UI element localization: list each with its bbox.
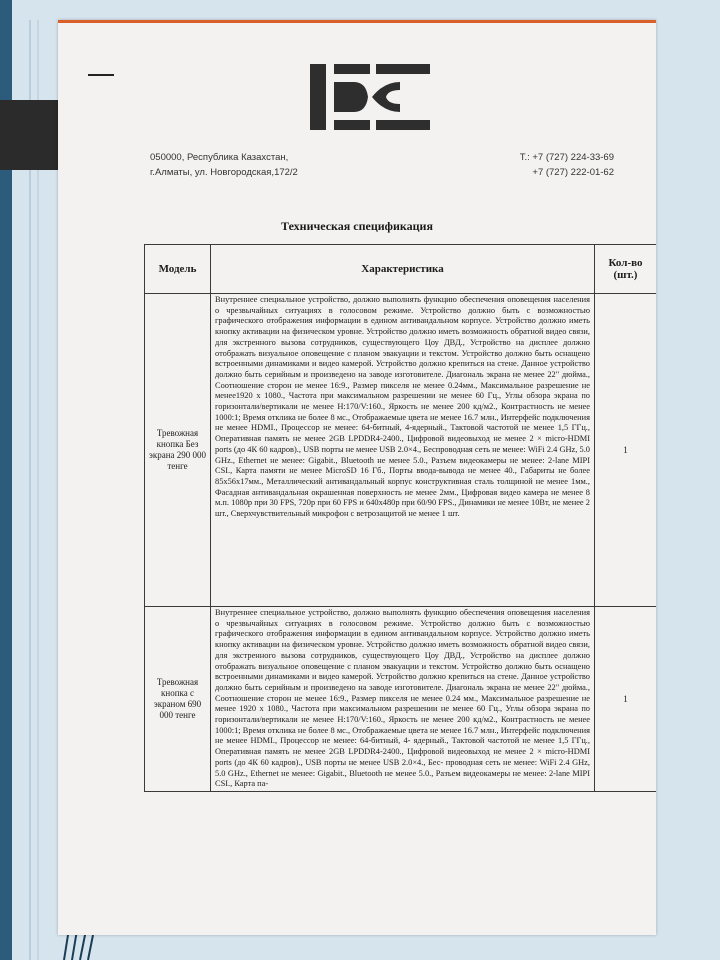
document-title: Техническая спецификация [281,219,433,233]
phone-line-2: +7 (727) 222-01-62 [532,167,614,178]
document-page [58,20,656,935]
orange-top-line [58,20,656,23]
row-characteristic-cell: Внутреннее специальное устройство, должно выполнять функцию обеспечения оповещения населения о чрезвычайных ситуациях в голосовом режиме. Устройство должно быть с возможностью графического отображения информации в едином антивандальном корпусе. Устройство должно иметь кнопку активации на физическом уровне. Устройство должно иметь возможность обратной видео связи, для экстренного вызова сотрудников, существующего Цоу ДВД., Устройство на дисплее должно отображать визуальное оповещение с планом эвакуации и текстом. Устройство должно быть оснащено встроенными динамиками и видео камерой. Устройство должно крепиться на стене. Данное устройство должно быть серийным и произведено на заводе изготовителе. Диагональ экрана не менее 22" дюйма., Соотношение сторон не менее 16:9., Размер пикселя не менее 0.24 мм., Максимальное разрешение не менее 1920 x 1080., Частота при максимальном разрешении не менее 60 Гц., Углы обзора экрана по горизонтали/вертикали не менее H:170/V:160., Яркость не менее 200 кд/м2., Контрастность не менее 1000:1; Время отклика не более 8 мс., Отображаемые цвета не менее 16.7 млн., Интерфейс подключения не менее HDMI., Процессор не менее: 64-битный, 4- ядерный., Тактовой частотой не менее 1,5 ГГц., Оперативная память не менее 2GB LPDDR4-2400., Цифровой видеовыход не менее 2 × micro-HDMI ports (до 4К 60 кадров)., USB порты не менее USB 2.0×4., Бес- проводная сеть не менее: WiFi 2.4 GHz, 5.0 GHz., Ethernet не менее: Gigabit., Bluetooth не менее 5.0., Разъем видеокамеры не менее: 2-lane MIPI CSI., Карта па- [211,607,595,792]
corner-dash [88,74,114,76]
address-line-2: г.Алматы, ул. Новгородская,172/2 [150,167,298,178]
table-row [145,607,657,792]
row-characteristic-cell: Внутреннее специальное устройство, должно выполнять функцию обеспечения оповещения населения о чрезвычайных ситуациях в голосовом режиме. Устройство должно быть с возможностью графического отображения информации в едином антивандальном корпусе. Устройство должно иметь кнопку активации на физическом уровне. Устройство должно иметь возможность обратной видео связи, для экстренного вызова сотрудников, существующего Цоу ДВД., Устройство на дисплее должно отображать визуальное оповещение с планом эвакуации и текстом. Устройство должно быть оснащено встроенными динамиками и видео камерой. Устройство должно крепиться на стене. Данное устройство должно быть серийным и произведено на заводе изготовителе. Диагональ экрана не менее 22" дюйма., Соотношение сторон не менее 16:9., Размер пикселя не менее 0.24мм., Максимальное разрешение не менее1920 x 1080., Частота при максимальном разрешении не менее 60 Гц., Углы обзора экрана по горизонтали/вертикали не менее H:170/V:160., Яркость не менее 200 кд/м2., Контрастность не менее 1000:1; Время отклика не более 8 мс., Отображаемые цвета не менее 16.7 млн., Интерфейс подключения не менее HDMI., Процессор не менее: 64-битный, 4-ядерный., Тактовой частотой не менее 1,5 ГГц., Оперативная память не менее 2GB LPDDR4-2400., Цифровой видеовыход не менее 2 × micro-HDMI ports (до 4К 60 кадров)., USB порты не менее USB 2.0×4., Беспроводная сеть не менее: WiFi 2.4 GHz, 5.0 GHz., Ethernet не менее: Gigabit., Bluetooth не менее 5.0., Разъем видеокамеры не менее: 2-lane MIPI CSI., Карта памяти не менее MicroSD 16 Гб., Порты ввода-вывода не менее 40., Габариты не более 85x56x17мм., Металлический антивандальный корпус конструктивная сталь толщиной не менее 1мм., Фасадная антивандальная окрашенная поверхность не менее 2мм., Цифровая видео камера не менее 8 м.п. 1080p при 30 FPS, 720p при 60 FPS и 640x480p при 60/90 FPS., Динамики не менее 10Вт, не менее 2 шт., Сверхчувствительный микрофон с ветрозащитой не менее 1 шт. [211,294,595,607]
header-model: Модель [145,245,211,294]
header-characteristic: Характеристика [211,245,595,294]
company-phones [520,150,614,180]
idc-logo [308,60,432,134]
row-model-cell: Тревожная кнопка с экраном 690 000 тенге [145,607,211,792]
header-quantity: Кол-во (шт.) [595,245,657,294]
table-header-row [145,245,657,294]
address-line-1: 050000, Республика Казахстан, [150,152,289,163]
row-quantity-cell: 1 [595,294,657,607]
phone-line-1: Т.: +7 (727) 224-33-69 [519,152,614,163]
table-row [145,294,657,607]
slide-marker-block [0,100,60,170]
row-model-cell: Тревожная кнопка Без экрана 290 000 тенге [145,294,211,607]
row-quantity-cell: 1 [595,607,657,792]
specification-table [144,244,656,792]
company-address [150,150,298,180]
